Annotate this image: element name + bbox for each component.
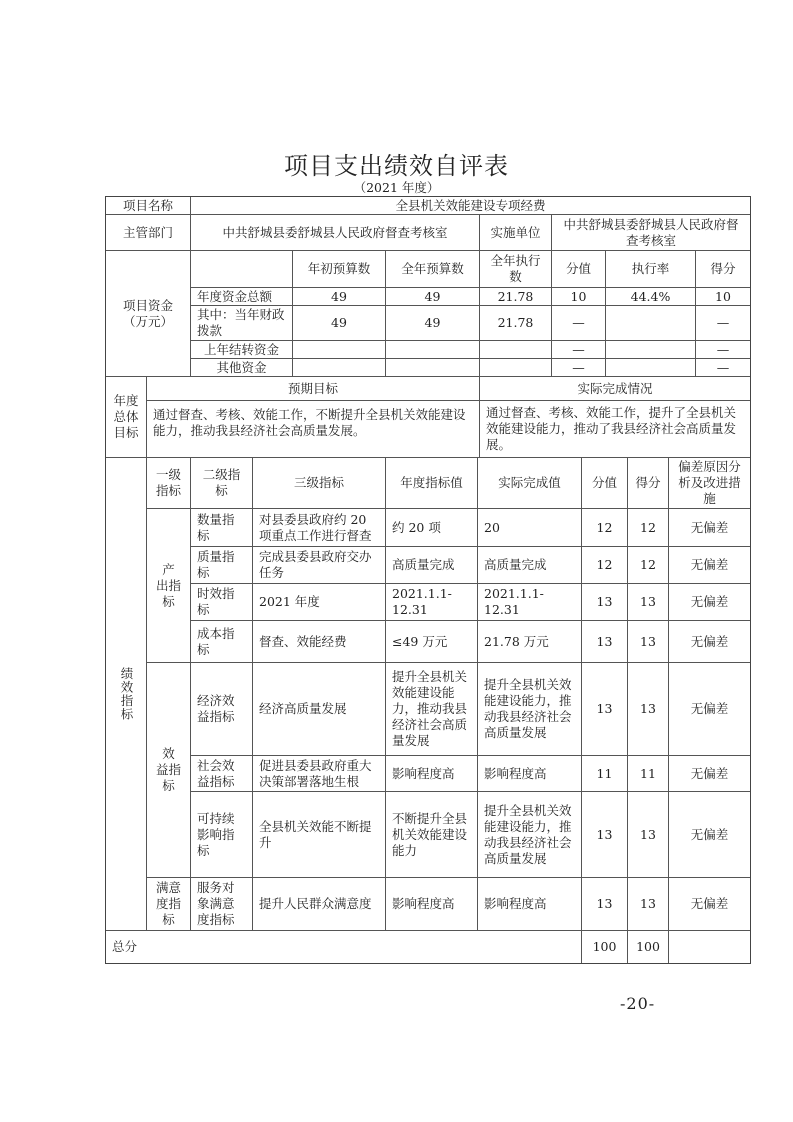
indicator-header: 一级指标 (146, 457, 191, 509)
funds-header-blank (190, 250, 293, 288)
indicator-level2: 数量指标 (190, 508, 253, 547)
indicator-header: 三级指标 (252, 457, 386, 509)
funds-cell: — (551, 340, 606, 359)
funds-header: 得分 (695, 250, 751, 288)
indicator-actual: 21.78 万元 (477, 620, 582, 663)
funds-cell: — (695, 305, 751, 341)
indicator-score: 13 (627, 662, 669, 756)
funds-header: 年初预算数 (292, 250, 386, 288)
indicator-level2: 可持续影响指标 (190, 791, 253, 878)
funds-cell: — (695, 340, 751, 359)
indicator-actual: 20 (477, 508, 582, 547)
indicator-level3: 2021 年度 (252, 583, 386, 621)
funds-cell (605, 340, 696, 359)
indicator-score: 11 (627, 755, 669, 792)
indicator-score: 13 (627, 877, 669, 931)
funds-cell: — (551, 358, 606, 377)
indicator-score: 12 (627, 546, 669, 584)
page-number: -20- (620, 994, 656, 1013)
indicator-header: 得分 (627, 457, 669, 509)
indicator-score: 13 (627, 791, 669, 878)
indicator-level2: 经济效益指标 (190, 662, 253, 756)
total-label: 总分 (105, 930, 582, 964)
indicator-score-value: 11 (581, 755, 628, 792)
page-title: 项目支出绩效自评表 (284, 152, 509, 180)
indicator-actual: 高质量完成 (477, 546, 582, 584)
indicator-actual: 提升全县机关效能建设能力，推动我县经济社会高质量发展 (477, 791, 582, 878)
funds-cell: 21.78 (479, 287, 552, 306)
funds-row-label: 年度资金总额 (190, 287, 293, 306)
funds-cell (292, 340, 386, 359)
indicator-target: 约 20 项 (385, 508, 478, 547)
indicator-level3: 完成县委县政府交办任务 (252, 546, 386, 584)
indicator-target: 提升全县机关效能建设能力，推动我县经济社会高质量发展 (385, 662, 478, 756)
total-score-value: 100 (581, 930, 628, 964)
indicators-label-text: 绩效指标 (119, 667, 134, 721)
actual-goal-header: 实际完成情况 (479, 376, 751, 401)
funds-row-label: 其他资金 (190, 358, 293, 377)
indicator-level3: 促进县委县政府重大决策部署落地生根 (252, 755, 386, 792)
indicator-target: 高质量完成 (385, 546, 478, 584)
funds-cell: 10 (695, 287, 751, 306)
funds-cell: 44.4% (605, 287, 696, 306)
funds-cell: 49 (385, 287, 480, 306)
indicator-score-value: 13 (581, 620, 628, 663)
funds-cell: 49 (385, 305, 480, 341)
indicator-header: 偏差原因分析及改进措施 (668, 457, 751, 509)
funds-cell: 21.78 (479, 305, 552, 341)
funds-cell (605, 305, 696, 341)
expected-goal-header: 预期目标 (146, 376, 480, 401)
indicator-score-value: 12 (581, 546, 628, 584)
funds-label: 项目资金（万元） (105, 250, 191, 377)
indicator-level2: 社会效益指标 (190, 755, 253, 792)
indicator-target: 影响程度高 (385, 877, 478, 931)
indicator-header: 二级指标 (190, 457, 253, 509)
indicator-level3: 督查、效能经费 (252, 620, 386, 663)
indicator-target: 不断提升全县机关效能建设能力 (385, 791, 478, 878)
indicator-level3: 经济高质量发展 (252, 662, 386, 756)
project-name-value: 全县机关效能建设专项经费 (190, 196, 751, 215)
indicator-level2: 服务对象满意度指标 (190, 877, 253, 931)
dept-label: 主管部门 (105, 214, 191, 251)
indicator-deviation-note: 无偏差 (668, 508, 751, 547)
indicator-score: 12 (627, 508, 669, 547)
indicator-header: 分值 (581, 457, 628, 509)
total-score: 100 (627, 930, 669, 964)
funds-cell (605, 358, 696, 377)
indicator-deviation-note: 无偏差 (668, 583, 751, 621)
indicator-actual: 2021.1.1-12.31 (477, 583, 582, 621)
indicator-score-value: 12 (581, 508, 628, 547)
funds-cell (292, 358, 386, 377)
impl-value: 中共舒城县委舒城县人民政府督查考核室 (551, 214, 751, 251)
indicator-deviation-note: 无偏差 (668, 620, 751, 663)
indicator-deviation-note: 无偏差 (668, 755, 751, 792)
funds-cell: 10 (551, 287, 606, 306)
funds-row-label: 其中：当年财政拨款 (190, 305, 293, 341)
indicator-score: 13 (627, 620, 669, 663)
indicator-group-output: 产 出指标 (146, 508, 191, 663)
indicator-actual: 影响程度高 (477, 877, 582, 931)
indicator-level3: 全县机关效能不断提升 (252, 791, 386, 878)
funds-header: 分值 (551, 250, 606, 288)
page-subtitle: （2021 年度） (353, 180, 440, 195)
funds-cell (479, 340, 552, 359)
funds-cell: — (551, 305, 606, 341)
indicator-deviation-note: 无偏差 (668, 791, 751, 878)
indicator-header: 实际完成值 (477, 457, 582, 509)
dept-value: 中共舒城县委舒城县人民政府督查考核室 (190, 214, 480, 251)
indicator-actual: 提升全县机关效能建设能力，推动我县经济社会高质量发展 (477, 662, 582, 756)
total-note (668, 930, 751, 964)
indicator-target: 2021.1.1-12.31 (385, 583, 478, 621)
indicators-label (105, 457, 147, 931)
funds-row-label: 上年结转资金 (190, 340, 293, 359)
funds-cell (385, 358, 480, 377)
indicator-deviation-note: 无偏差 (668, 546, 751, 584)
expected-goal-text: 通过督查、考核、效能工作，不断提升全县机关效能建设能力，推动我县经济社会高质量发展。 (146, 400, 480, 458)
funds-cell: 49 (292, 305, 386, 341)
funds-cell (385, 340, 480, 359)
indicator-level2: 成本指标 (190, 620, 253, 663)
indicator-target: 影响程度高 (385, 755, 478, 792)
indicator-deviation-note: 无偏差 (668, 662, 751, 756)
funds-header: 全年预算数 (385, 250, 480, 288)
funds-cell: — (695, 358, 751, 377)
indicator-level2: 质量指标 (190, 546, 253, 584)
indicator-level3: 对县委县政府约 20 项重点工作进行督查 (252, 508, 386, 547)
project-name-label: 项目名称 (105, 196, 191, 215)
funds-header: 执行率 (605, 250, 696, 288)
indicator-group-satisfaction: 满意度指标 (146, 877, 191, 931)
funds-cell (479, 358, 552, 377)
funds-header: 全年执行数 (479, 250, 552, 288)
indicator-score-value: 13 (581, 662, 628, 756)
impl-label: 实施单位 (479, 214, 552, 251)
funds-cell: 49 (292, 287, 386, 306)
indicator-score-value: 13 (581, 791, 628, 878)
indicator-actual: 影响程度高 (477, 755, 582, 792)
indicator-level2: 时效指标 (190, 583, 253, 621)
indicator-group-benefit: 效 益指标 (146, 662, 191, 878)
indicator-deviation-note: 无偏差 (668, 877, 751, 931)
indicator-score: 13 (627, 583, 669, 621)
indicator-score-value: 13 (581, 583, 628, 621)
goals-label: 年度总体目标 (105, 376, 147, 458)
indicator-header: 年度指标值 (385, 457, 478, 509)
indicator-level3: 提升人民群众满意度 (252, 877, 386, 931)
actual-goal-text: 通过督查、考核、效能工作，提升了全县机关效能建设能力，推动了我县经济社会高质量发展。 (479, 400, 751, 458)
indicator-score-value: 13 (581, 877, 628, 931)
indicator-target: ≤49 万元 (385, 620, 478, 663)
